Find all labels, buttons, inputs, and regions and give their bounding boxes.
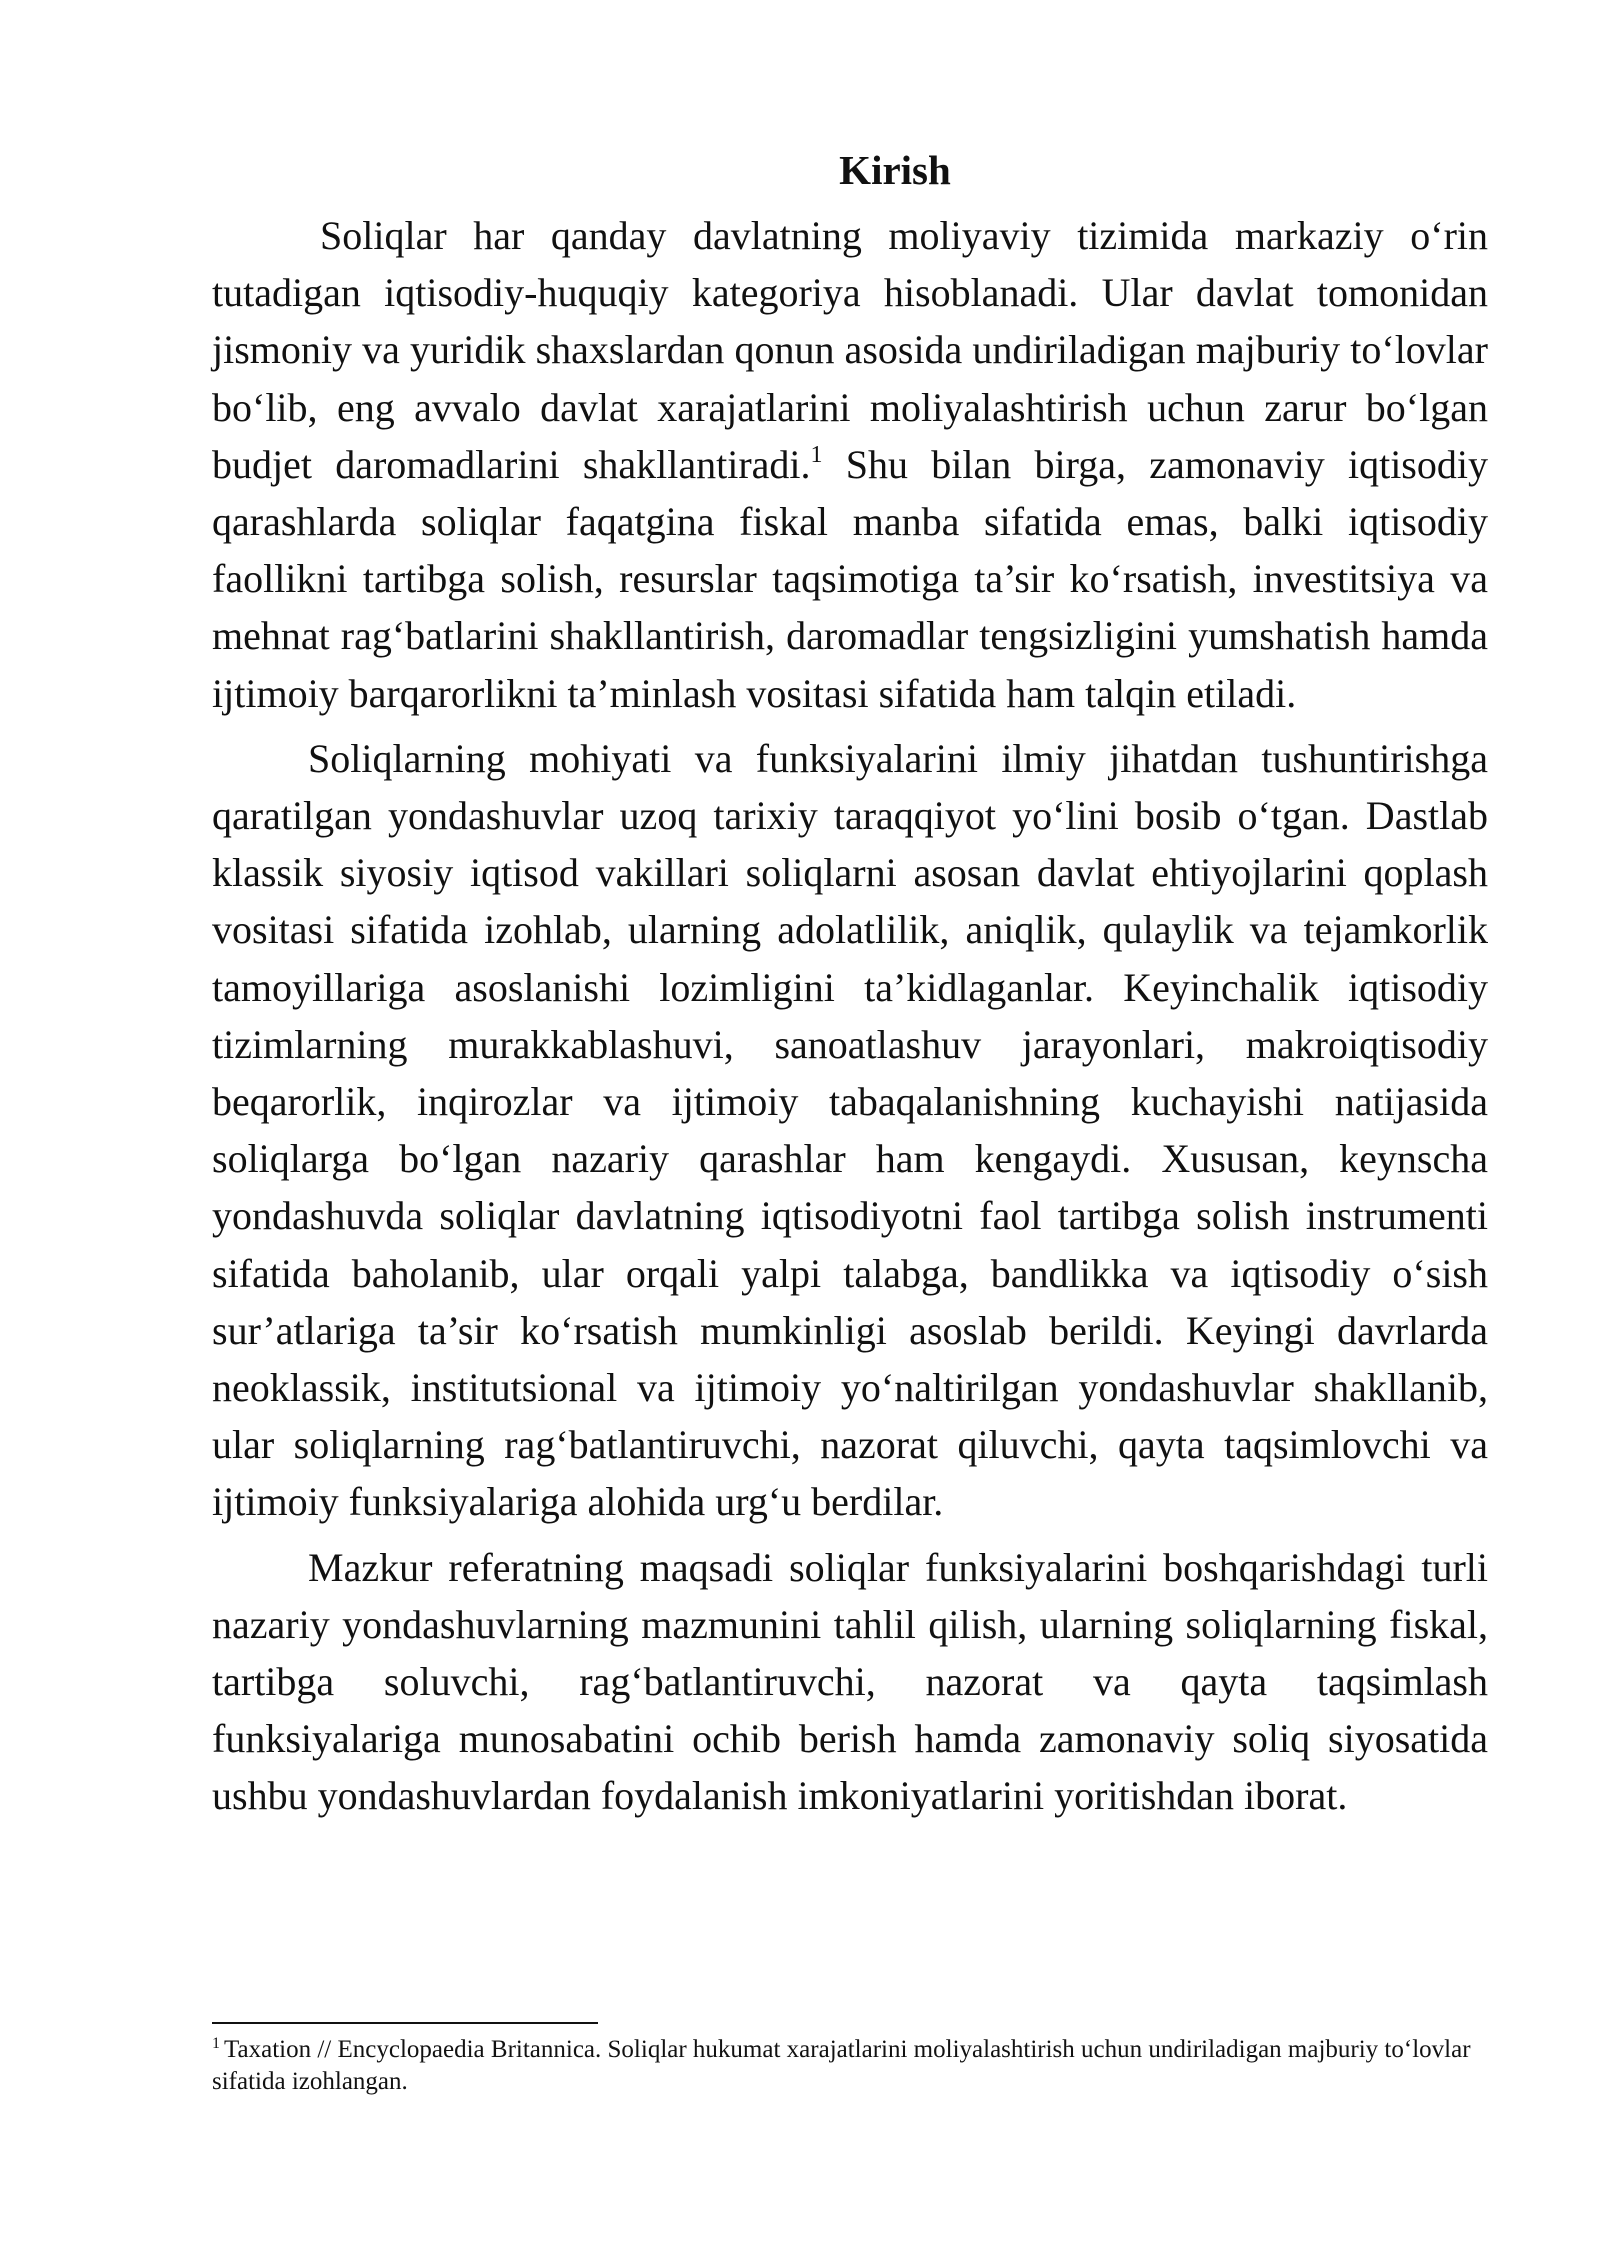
footnote-reference[interactable]: 1: [810, 441, 823, 468]
paragraph-purpose: Mazkur referatning maqsadi soliqlar funksiyalarini boshqarishdagi turli nazariy yondashuvlarning mazmunini tahlil qilish, ularning soliqlarning fiskal, tartibga soluvchi, rag‘batlantiruvchi, nazorat va qayta taqsimlash funksiyalariga munosabatini ochib berish hamda zamonaviy soliq siyosatida ushbu yondashuvlardan foydalanish imkoniyatlarini yoritishdan iborat.: [212, 1544, 1488, 1819]
page-title: Kirish: [839, 147, 951, 193]
paragraph-introduction: [212, 207, 1488, 722]
paragraph-text-part: Shu bilan birga, zamonaviy iqtisodiy qarashlarda soliqlar faqatgina fiskal manba sifatida emas, balki iqtisodiy faollikni tartibga solish, resurslar taqsimotiga ta’sir ko‘rsatish, investitsiya va mehnat rag‘batlarini shakllantirish, daromadlar tengsizligini yumshatish hamda ijtimoiy barqarorlikni ta’minlash vositasi sifatida ham talqin etiladi.: [212, 441, 1488, 716]
paragraph-text-part: Soliqlar har qanday davlatning moliyaviy tizimida markaziy o‘rin tutadigan iqtisodiy-huquqiy kategoriya hisoblanadi. Ular davlat tomonidan jismoniy va yuridik shaxslardan qonun asosida undiriladigan majburiy to‘lovlar bo‘lib, eng avvalo davlat xarajatlarini moliyalashtirish uchun zarur bo‘lgan budjet daromadlarini shakllantiradi.: [212, 213, 1488, 487]
footnote-text: Taxation // Encyclopaedia Britannica. Soliqlar hukumat xarajatlarini moliyalashtirish uchun undiriladigan majburiy to‘lovlar sifatida izohlangan.: [212, 2036, 1471, 2095]
footnote: [212, 2034, 1488, 2098]
footnote-separator: [212, 2022, 598, 2024]
footnote-number: 1: [212, 2035, 220, 2052]
body-text: [212, 207, 1488, 1833]
paragraph-approaches: Soliqlarning mohiyati va funksiyalarini ilmiy jihatdan tushuntirishga qaratilgan yondashuvlar uzoq tarixiy taraqqiyot yo‘lini bosib o‘tgan. Dastlab klassik siyosiy iqtisod vakillari soliqlarni asosan davlat ehtiyojlarini qoplash vositasi sifatida izohlab, ularning adolatlilik, aniqlik, qulaylik va tejamkorlik tamoyillariga asoslanishi lozimligini ta’kidlaganlar. Keyinchalik iqtisodiy tizimlarning murakkablashuvi, sanoatlashuv jarayonlari, makroiqtisodiy beqarorlik, inqirozlar va ijtimoiy tabaqalanishning kuchayishi natijasida soliqlarga bo‘lgan nazariy qarashlar ham kengaydi. Xususan, keynscha yondashuvda soliqlar davlatning iqtisodiyotni faol tartibga solish instrumenti sifatida baholanib, ular orqali yalpi talabga, bandlikka va iqtisodiy o‘sish sur’atlariga ta’sir ko‘rsatish mumkinligi asoslab berildi. Keyingi davrlarda neoklassik, institutsional va ijtimoiy yo‘naltirilgan yondashuvlar shakllanib, ular soliqlarning rag‘batlantiruvchi, nazorat qiluvchi, qayta taqsimlovchi va ijtimoiy funksiyalariga alohida urg‘u berdilar.: [212, 735, 1488, 1525]
